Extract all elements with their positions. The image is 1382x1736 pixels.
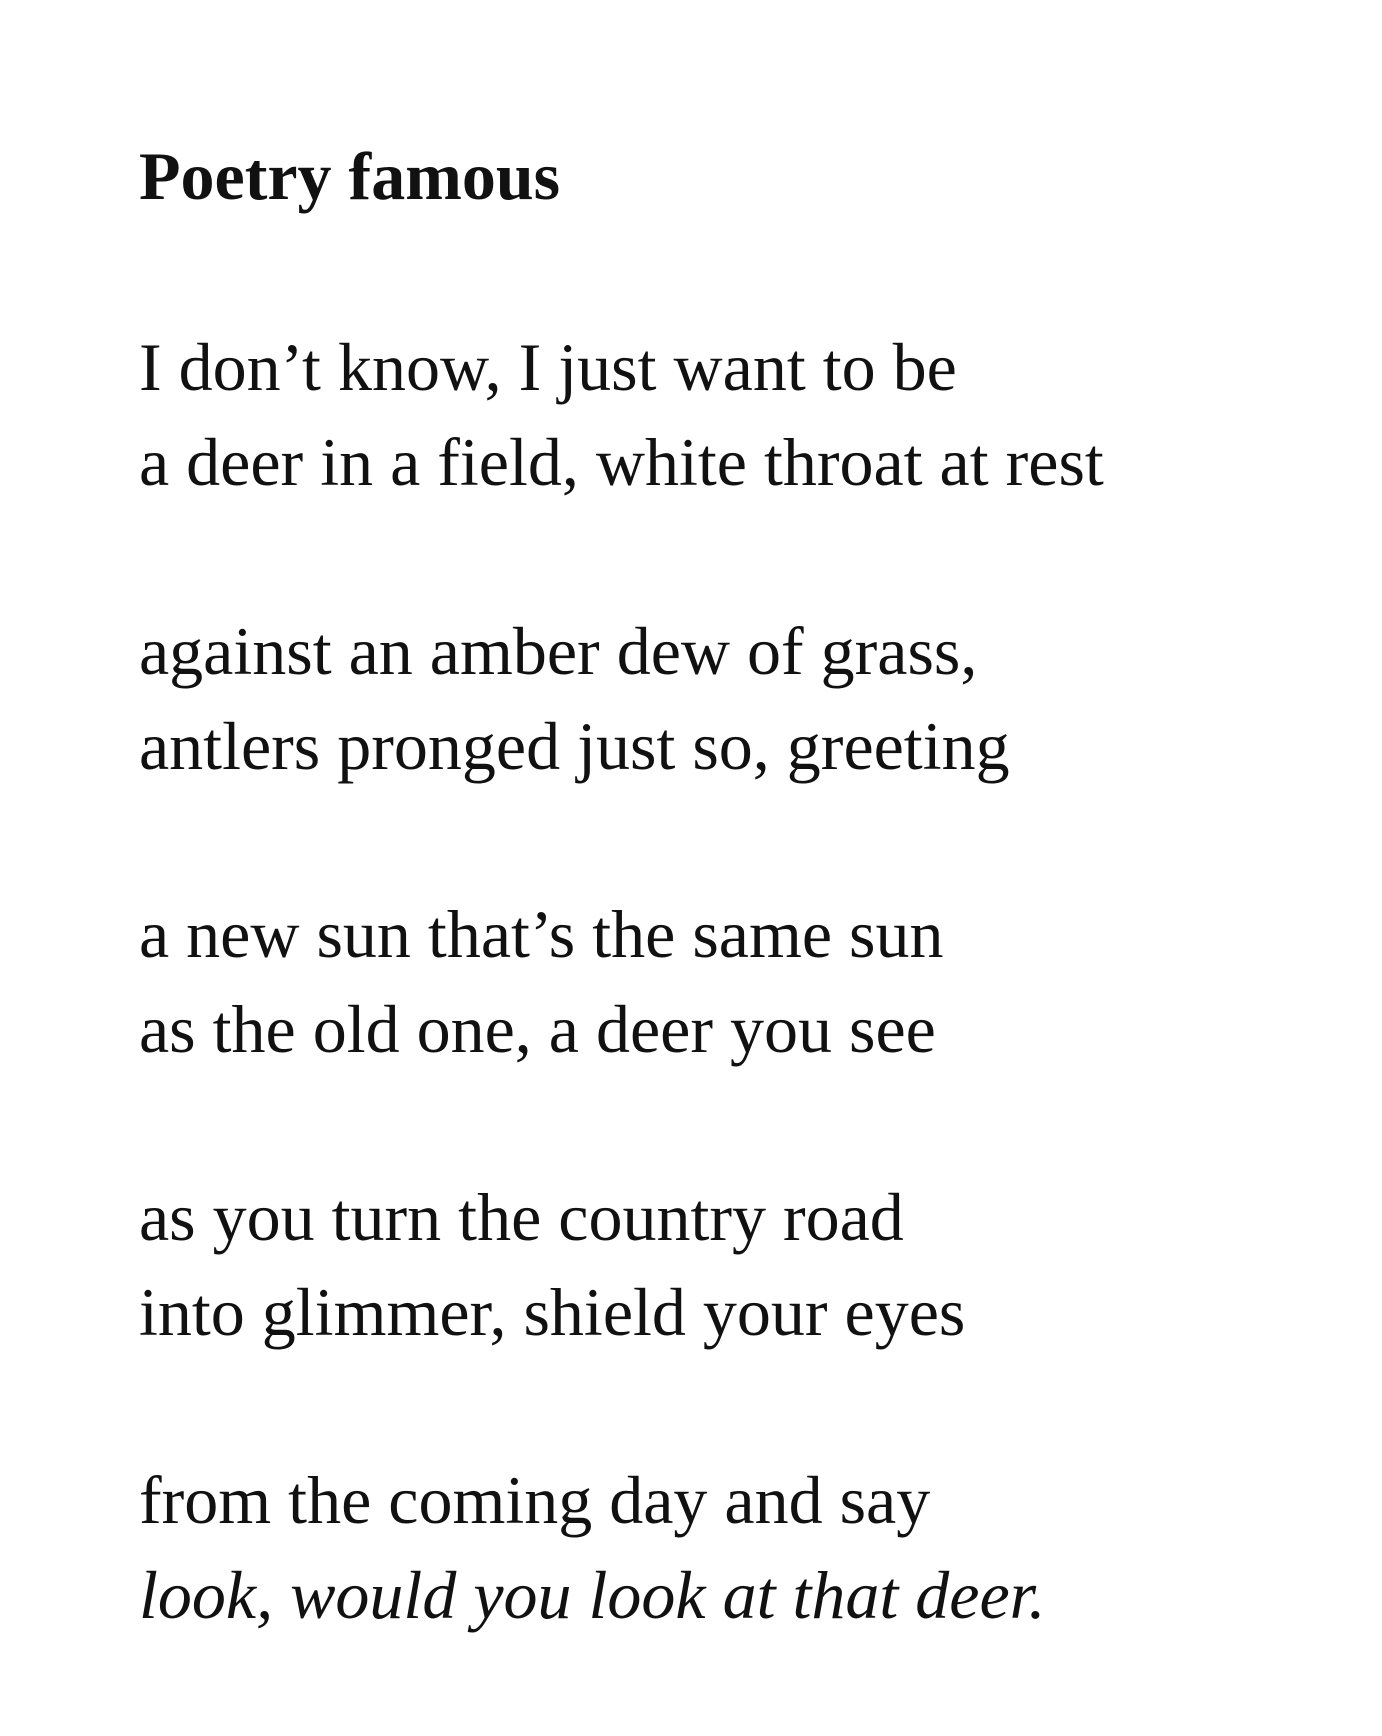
poem-line: a deer in a field, white throat at rest xyxy=(139,424,1104,500)
poem-line: antlers pronged just so, greeting xyxy=(139,708,1010,784)
poem-line: as the old one, a deer you see xyxy=(139,991,936,1067)
stanza-2 xyxy=(139,604,1010,794)
stanza-3 xyxy=(139,887,944,1077)
poem-line: a new sun that’s the same sun xyxy=(139,896,944,972)
stanza-5 xyxy=(139,1453,1046,1643)
stanza-1 xyxy=(139,320,1104,510)
poem-title: Poetry famous xyxy=(139,138,561,214)
poem-line: against an amber dew of grass, xyxy=(139,613,978,689)
poem-line: from the coming day and say xyxy=(139,1462,931,1538)
poem-line: as you turn the country road xyxy=(139,1179,904,1255)
poem-line: I don’t know, I just want to be xyxy=(139,329,957,405)
stanza-4 xyxy=(139,1170,965,1360)
poem-line: into glimmer, shield your eyes xyxy=(139,1274,966,1350)
poem-line-italic: look, would you look at that deer. xyxy=(139,1557,1046,1633)
